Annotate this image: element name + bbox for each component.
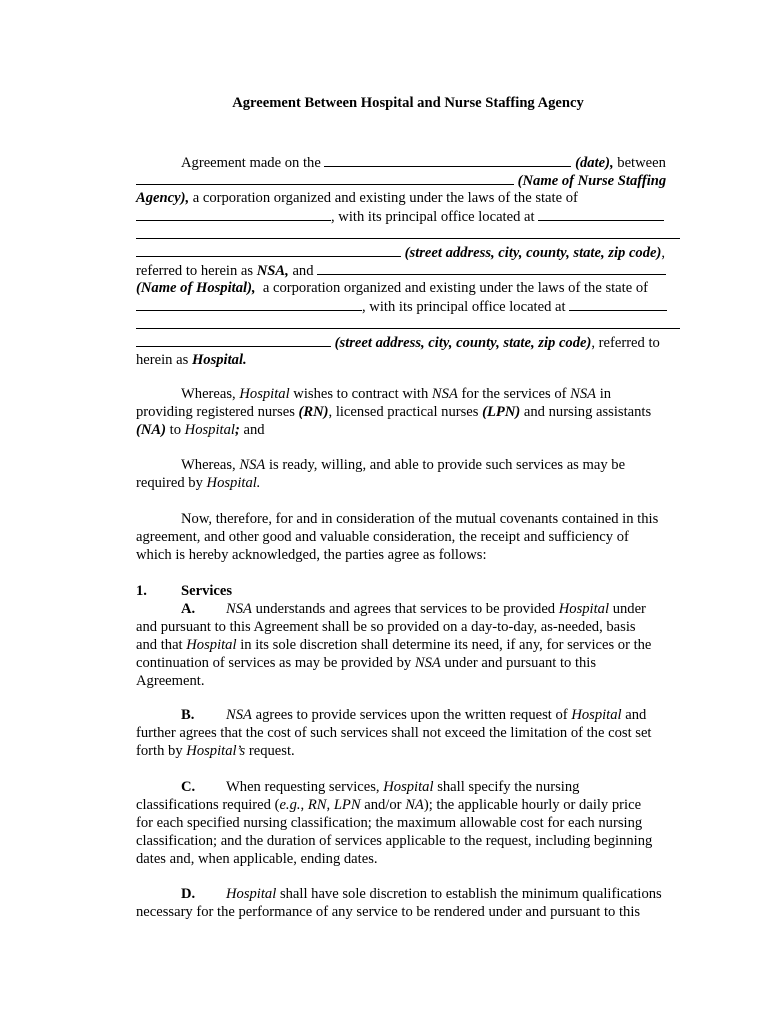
intro-line-4: , with its principal office located at [136,207,680,225]
hospital-name-blank[interactable] [317,261,666,275]
hospital-address-blank-3[interactable] [136,333,331,347]
date-blank[interactable] [324,153,571,167]
section-1: 1. Services A. NSA understands and agrees that services to be provided Hospital under and pursuant to this Agreement shall be so provided on a day-to-day, as-needed, basis and that Hospital in its sole discretion shall determine its need, if any, for services or the continuation of services as may be provided by NSA under and pursuant to this Agreement. [136,582,680,690]
hospital-address-blank-2[interactable] [136,315,680,329]
intro-line-1: Agreement made on the (date), between [181,155,666,171]
agency-address-blank[interactable] [538,207,664,221]
whereas-paragraph-2: Whereas, NSA is ready, willing, and able to provide such services as may be required by Hospital. [136,457,626,491]
section-1a: A. NSA understands and agrees that services to be provided Hospital under [181,601,646,617]
intro-line-12: herein as Hospital. [136,352,247,368]
now-therefore-paragraph: Now, therefore, for and in consideration of the mutual covenants contained in this agreement, and other good and valuable consideration, the receipt and sufficiency of which is hereby acknowledged, the parties agree as follows: [136,511,659,563]
section-1d: D. Hospital shall have sole discretion to establish the minimum qualifications necessary for the performance of any service to be rendered under and pursuant to this [136,886,662,920]
hospital-state-blank[interactable] [136,297,362,311]
agency-address-blank-3[interactable] [136,243,401,257]
intro-line-11: (street address, city, county, state, zip code), referred to [136,333,680,351]
section-1b: B. NSA agrees to provide services upon the written request of Hospital and further agrees that the cost of such services shall not exceed the limitation of the cost set forth by Hospital’s request. [136,707,652,759]
intro-line-2: (Name of Nurse Staffing [136,171,680,189]
intro-line-10 [136,315,680,333]
agency-name-blank[interactable] [136,171,514,185]
intro-line-3: Agency), a corporation organized and existing under the laws of the state of [136,190,578,206]
document-title: Agreement Between Hospital and Nurse Staffing Agency [232,95,584,111]
intro-line-5 [136,225,680,243]
intro-line-8: (Name of Hospital), a corporation organized and existing under the laws of the state of [136,280,648,296]
hospital-address-blank[interactable] [569,297,667,311]
agency-address-blank-2[interactable] [136,225,680,239]
intro-line-9: , with its principal office located at [136,297,680,315]
section-1c: C. When requesting services, Hospital shall specify the nursing classifications required (e.g., RN, LPN and/or NA); the applicable hourly or daily price for each specified nursing classification; the maximum allowable cost for each nursing classification; and the duration of services applicable to the request, including beginning dates and, when applicable, ending dates. [136,779,653,867]
intro-paragraph [136,153,680,369]
section-1-heading: 1. Services [136,583,233,599]
agency-state-blank[interactable] [136,207,331,221]
intro-line-7: referred to herein as NSA, and [136,261,680,279]
whereas-paragraph-1: Whereas, Hospital wishes to contract with NSA for the services of NSA in providing registered nurses (RN), licensed practical nurses (LPN) and nursing assistants (NA) to Hospital; and [136,386,652,438]
intro-line-6: (street address, city, county, state, zip code), [136,243,680,261]
